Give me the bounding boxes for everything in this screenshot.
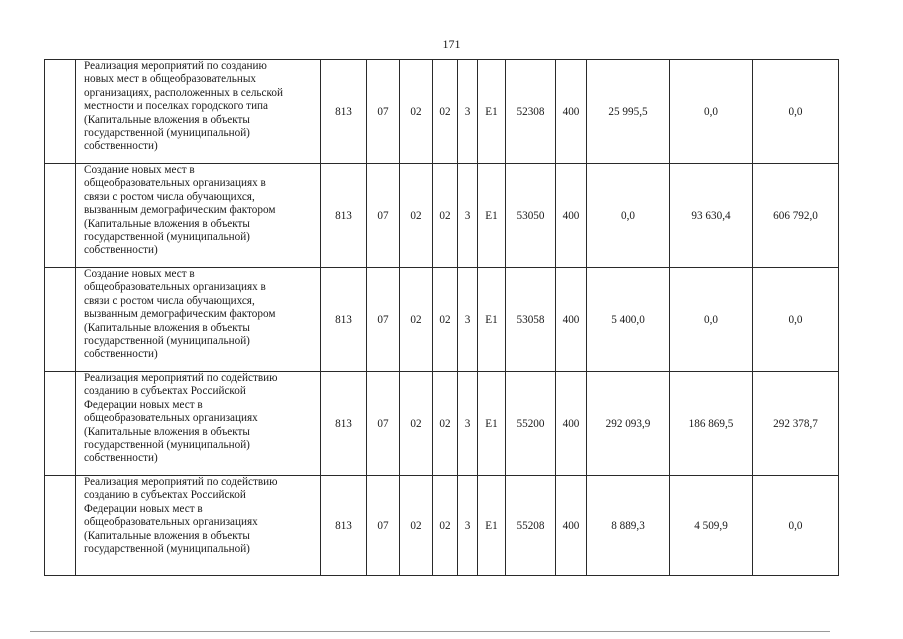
subprogram-code-cell: 3 <box>458 268 478 372</box>
description-line: Реализация мероприятий по содействию <box>84 372 278 384</box>
direction-code-cell: 53058 <box>506 268 556 372</box>
description-line: государственной (муниципальной) <box>84 127 250 140</box>
description-line: государственной (муниципальной) <box>84 231 250 244</box>
project-code-cell: E1 <box>478 372 506 476</box>
direction-code-cell: 55208 <box>506 476 556 576</box>
amount-year2-cell: 93 630,4 <box>670 164 753 268</box>
description-line: (Капитальные вложения в объекты <box>84 217 250 230</box>
description-cell <box>76 60 321 164</box>
description-line: (Капитальные вложения в объекты <box>84 113 250 126</box>
description-line: вызванным демографическим фактором <box>84 308 276 321</box>
section-code-cell: 07 <box>367 476 400 576</box>
project-code-cell: E1 <box>478 164 506 268</box>
description-line: новых мест в общеобразовательных <box>84 73 256 86</box>
amount-year3-cell: 0,0 <box>753 476 839 576</box>
description-line: (Капитальные вложения в объекты <box>84 321 250 334</box>
subprogram-code-cell: 3 <box>458 60 478 164</box>
description-line: общеобразовательных организациях в <box>84 177 266 190</box>
blank-cell <box>45 60 76 164</box>
table-body <box>45 60 839 576</box>
description-line: Федерации новых мест в <box>84 398 203 411</box>
subsection-code-cell: 02 <box>400 476 433 576</box>
table-row <box>45 476 839 576</box>
description-line: связи с ростом числа обучающихся, <box>84 294 255 307</box>
subsection-code-cell: 02 <box>400 268 433 372</box>
section-code-cell: 07 <box>367 164 400 268</box>
expense-type-cell: 400 <box>556 476 587 576</box>
description-line: собственности) <box>84 348 158 361</box>
ministry-code-cell: 813 <box>321 476 367 576</box>
amount-year2-cell: 4 509,9 <box>670 476 753 576</box>
direction-code-cell: 52308 <box>506 60 556 164</box>
description-line: Реализация мероприятий по содействию <box>84 476 278 488</box>
description-cell <box>76 164 321 268</box>
amount-year2-cell: 186 869,5 <box>670 372 753 476</box>
section-code-cell: 07 <box>367 60 400 164</box>
subsection-code-cell: 02 <box>400 60 433 164</box>
description-cell <box>76 476 321 576</box>
bottom-rule <box>30 631 830 632</box>
ministry-code-cell: 813 <box>321 372 367 476</box>
table-row <box>45 268 839 372</box>
table-row <box>45 372 839 476</box>
expense-type-cell: 400 <box>556 164 587 268</box>
description-line: связи с ростом числа обучающихся, <box>84 190 255 203</box>
ministry-code-cell: 813 <box>321 268 367 372</box>
description-cell <box>76 268 321 372</box>
amount-year3-cell: 606 792,0 <box>753 164 839 268</box>
description-line: государственной (муниципальной) <box>84 439 250 452</box>
program-code-cell: 02 <box>433 60 458 164</box>
description-line: государственной (муниципальной) <box>84 543 250 556</box>
amount-year2-cell: 0,0 <box>670 268 753 372</box>
subprogram-code-cell: 3 <box>458 476 478 576</box>
blank-cell <box>45 476 76 576</box>
section-code-cell: 07 <box>367 372 400 476</box>
description-cell <box>76 372 321 476</box>
budget-table <box>44 59 839 576</box>
description-line: организациях, расположенных в сельской <box>84 86 283 99</box>
amount-year3-cell: 0,0 <box>753 60 839 164</box>
amount-year1-cell: 292 093,9 <box>587 372 670 476</box>
description-line: созданию в субъектах Российской <box>84 489 246 502</box>
amount-year2-cell: 0,0 <box>670 60 753 164</box>
expense-type-cell: 400 <box>556 268 587 372</box>
table-row <box>45 164 839 268</box>
direction-code-cell: 55200 <box>506 372 556 476</box>
program-code-cell: 02 <box>433 476 458 576</box>
description-line: Федерации новых мест в <box>84 502 203 515</box>
description-line: собственности) <box>84 140 158 153</box>
description-line: Создание новых мест в <box>84 268 195 280</box>
program-code-cell: 02 <box>433 164 458 268</box>
subprogram-code-cell: 3 <box>458 372 478 476</box>
blank-cell <box>45 372 76 476</box>
project-code-cell: E1 <box>478 268 506 372</box>
amount-year1-cell: 5 400,0 <box>587 268 670 372</box>
table-row <box>45 60 839 164</box>
subsection-code-cell: 02 <box>400 372 433 476</box>
blank-cell <box>45 164 76 268</box>
blank-cell <box>45 268 76 372</box>
description-line: собственности) <box>84 452 158 465</box>
page-number: 171 <box>442 37 461 51</box>
program-code-cell: 02 <box>433 268 458 372</box>
expense-type-cell: 400 <box>556 60 587 164</box>
description-line: созданию в субъектах Российской <box>84 385 246 398</box>
description-line: общеобразовательных организациях <box>84 412 258 425</box>
subsection-code-cell: 02 <box>400 164 433 268</box>
description-line: государственной (муниципальной) <box>84 335 250 348</box>
description-line: вызванным демографическим фактором <box>84 204 276 217</box>
description-line: местности и поселках городского типа <box>84 100 269 113</box>
amount-year1-cell: 0,0 <box>587 164 670 268</box>
ministry-code-cell: 813 <box>321 164 367 268</box>
description-line: (Капитальные вложения в объекты <box>84 529 250 542</box>
project-code-cell: E1 <box>478 476 506 576</box>
description-line: (Капитальные вложения в объекты <box>84 425 250 438</box>
expense-type-cell: 400 <box>556 372 587 476</box>
description-line: собственности) <box>84 244 158 257</box>
amount-year1-cell: 8 889,3 <box>587 476 670 576</box>
description-line: общеобразовательных организациях <box>84 516 258 529</box>
description-line: общеобразовательных организациях в <box>84 281 266 294</box>
description-line: Реализация мероприятий по созданию <box>84 60 267 72</box>
description-line: Создание новых мест в <box>84 164 195 176</box>
direction-code-cell: 53050 <box>506 164 556 268</box>
subprogram-code-cell: 3 <box>458 164 478 268</box>
amount-year1-cell: 25 995,5 <box>587 60 670 164</box>
project-code-cell: E1 <box>478 60 506 164</box>
program-code-cell: 02 <box>433 372 458 476</box>
amount-year3-cell: 292 378,7 <box>753 372 839 476</box>
ministry-code-cell: 813 <box>321 60 367 164</box>
amount-year3-cell: 0,0 <box>753 268 839 372</box>
section-code-cell: 07 <box>367 268 400 372</box>
